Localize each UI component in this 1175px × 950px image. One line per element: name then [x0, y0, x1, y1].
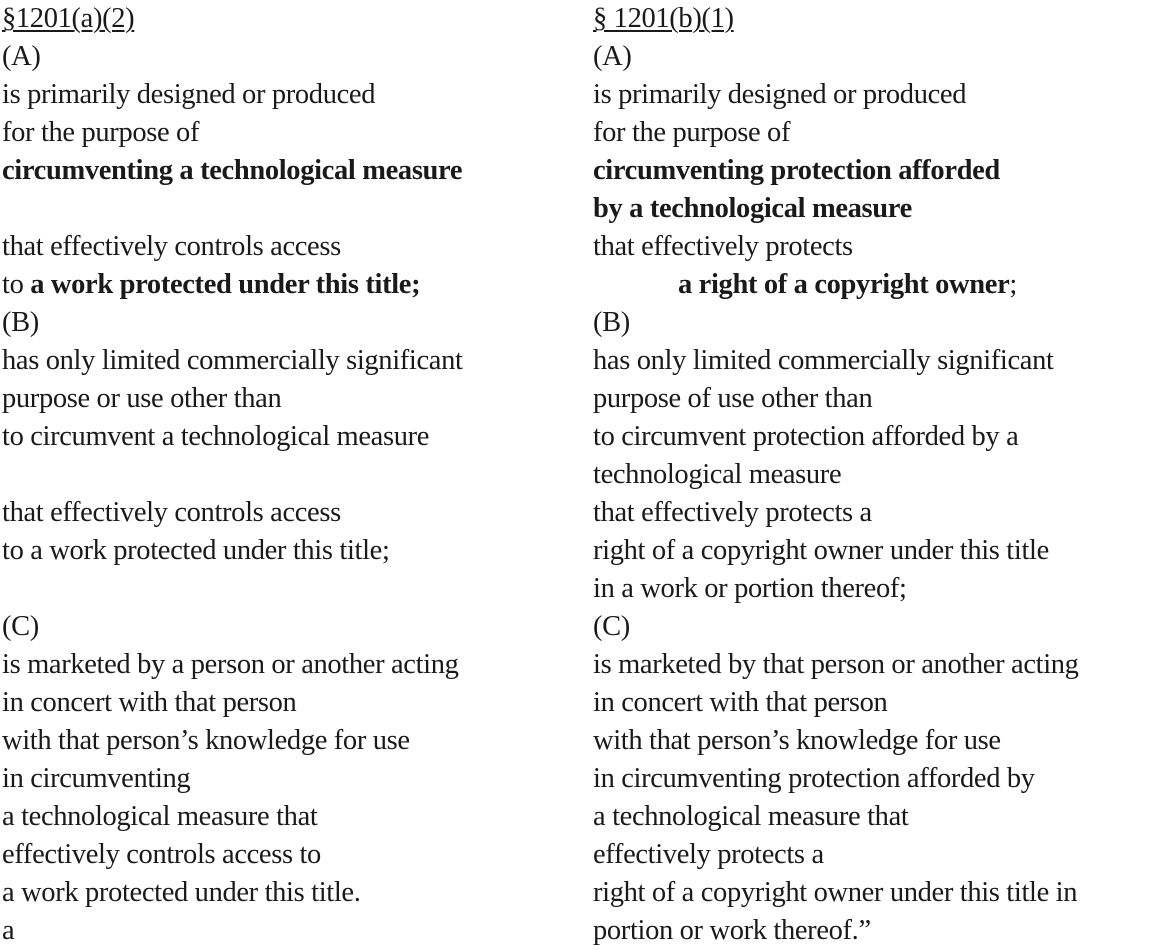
right-a-line-3: circumventing protection afforded: [593, 155, 1000, 186]
right-a-label: (A): [593, 41, 632, 72]
right-c-line-5: a technological measure that: [593, 801, 909, 832]
left-a-line-5: [2, 266, 420, 304]
right-c-line-7: right of a copyright owner under this title in: [593, 877, 1078, 908]
right-c-line-4: in circumventing protection afforded by: [593, 763, 1035, 794]
right-a-line-4: by a technological measure: [593, 193, 912, 224]
right-c-line-1: is marketed by that person or another acting: [593, 649, 1079, 680]
left-b-label: (B): [2, 307, 39, 338]
left-a-line-2: for the purpose of: [2, 117, 200, 148]
right-a-line-6-bold: a right of a copyright owner: [678, 269, 1010, 300]
left-c-line-7: a work protected under this title.: [2, 877, 361, 908]
left-b-line-1: has only limited commercially significant: [2, 345, 463, 376]
left-a-line-1: is primarily designed or produced: [2, 79, 376, 110]
right-c-line-2: in concert with that person: [593, 687, 888, 718]
left-c-line-5: a technological measure that: [2, 801, 318, 832]
right-c-line-8: portion or work thereof.”: [593, 915, 871, 946]
left-c-line-2: in concert with that person: [2, 687, 297, 718]
right-b-line-7: in a work or portion thereof;: [593, 573, 907, 604]
left-c-line-1: is marketed by a person or another acting: [2, 649, 459, 680]
right-heading: § 1201(b)(1): [593, 3, 734, 34]
right-a-line-5: that effectively protects: [593, 231, 853, 262]
left-c-line-4: in circumventing: [2, 763, 191, 794]
left-a-label: (A): [2, 41, 41, 72]
right-c-line-3: with that person’s knowledge for use: [593, 725, 1001, 756]
right-b-line-5: that effectively protects a: [593, 497, 872, 528]
right-a-line-1: is primarily designed or produced: [593, 79, 967, 110]
left-a-line-5-prefix: to: [2, 269, 31, 300]
left-a-line-4: that effectively controls access: [2, 231, 341, 262]
right-a-line-6-suffix: ;: [1009, 269, 1017, 300]
right-a-line-6: [593, 266, 1017, 304]
left-c-line-3: with that person’s knowledge for use: [2, 725, 410, 756]
left-b-line-4: that effectively controls access: [2, 497, 341, 528]
left-a-line-3: circumventing a technological measure: [2, 155, 463, 186]
left-c-line-8: a: [2, 915, 15, 946]
left-c-line-6: effectively controls access to: [2, 839, 321, 870]
right-b-line-2: purpose of use other than: [593, 383, 873, 414]
right-c-line-6: effectively protects a: [593, 839, 824, 870]
left-c-label: (C): [2, 611, 39, 642]
right-b-line-6: right of a copyright owner under this title: [593, 535, 1049, 566]
right-b-label: (B): [593, 307, 630, 338]
right-c-label: (C): [593, 611, 630, 642]
right-b-line-3: to circumvent protection afforded by a: [593, 421, 1019, 452]
right-b-line-1: has only limited commercially significant: [593, 345, 1054, 376]
right-b-line-4: technological measure: [593, 459, 842, 490]
left-a-line-5-bold: a work protected under this title;: [30, 269, 421, 300]
left-b-line-2: purpose or use other than: [2, 383, 282, 414]
left-b-line-5: to a work protected under this title;: [2, 535, 390, 566]
right-a-line-2: for the purpose of: [593, 117, 791, 148]
left-heading: §1201(a)(2): [2, 3, 135, 34]
left-b-line-3: to circumvent a technological measure: [2, 421, 430, 452]
